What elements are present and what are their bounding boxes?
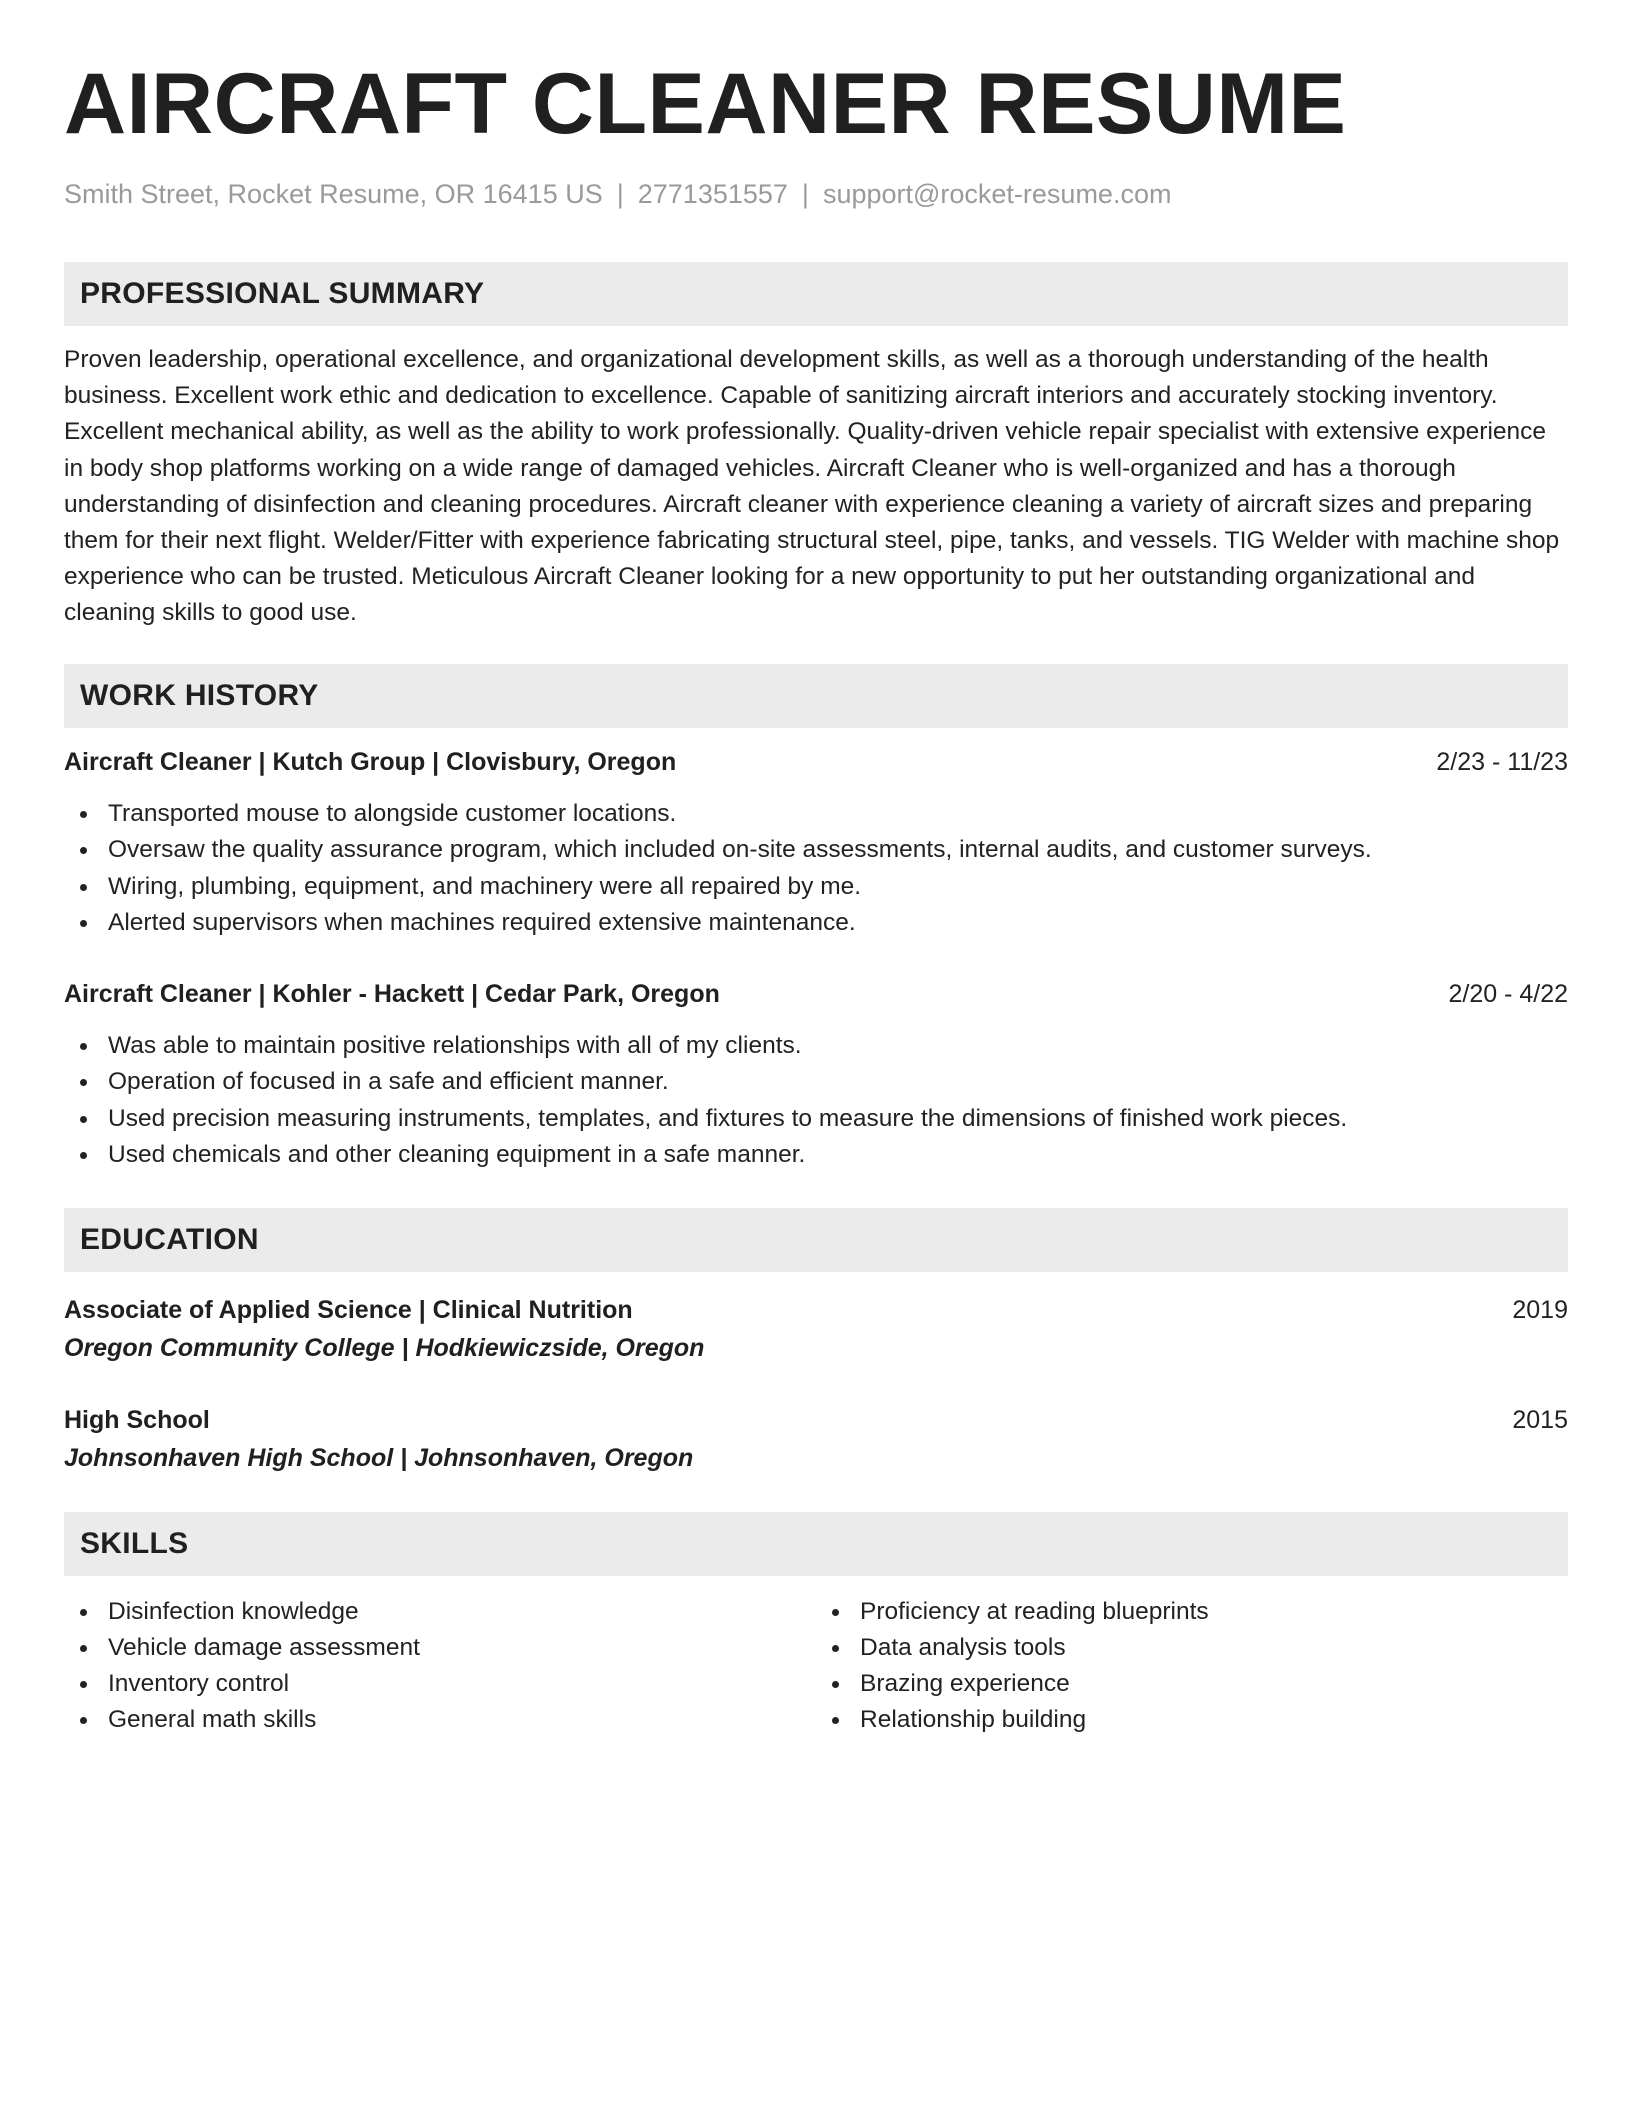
job-bullet: Was able to maintain positive relationships with all of my clients. [64,1028,1568,1065]
contact-email: support@rocket-resume.com [822,179,1172,209]
job-bullet: Used chemicals and other cleaning equipment in a safe manner. [64,1137,1568,1174]
education-school: Johnsonhaven High School | Johnsonhaven, Oregon [64,1443,694,1472]
education-degree: Associate of Applied Science | Clinical Nutrition [64,1295,633,1324]
section-heading-summary: PROFESSIONAL SUMMARY [64,262,1568,326]
job-title: Aircraft Cleaner | Kohler - Hackett | Cedar Park, Oregon [64,979,720,1008]
contact-phone: 2771351557 [637,179,788,209]
job-title: Aircraft Cleaner | Kutch Group | Clovisbury, Oregon [64,747,677,776]
education-year: 2019 [1512,1295,1568,1324]
section-heading-skills: SKILLS [64,1512,1568,1576]
skill-item: General math skills [64,1702,816,1738]
education-school: Oregon Community College | Hodkiewiczside, Oregon [64,1333,705,1362]
skill-item: Relationship building [816,1702,1568,1738]
job-bullets [64,1028,1568,1174]
skill-item: Brazing experience [816,1666,1568,1702]
job-bullet: Oversaw the quality assurance program, which included on-site assessments, internal audits, and customer surveys. [64,832,1568,869]
job-bullet: Transported mouse to alongside customer locations. [64,796,1568,833]
section-heading-education: EDUCATION [64,1208,1568,1272]
job-entry [64,744,1568,942]
contact-separator: | [616,179,624,209]
resume-title: AIRCRAFT CLEANER RESUME [64,56,1347,152]
job-dates: 2/20 - 4/22 [1448,979,1568,1008]
job-bullet: Used precision measuring instruments, templates, and fixtures to measure the dimensions of finished work pieces. [64,1101,1568,1138]
job-bullet: Alerted supervisors when machines required extensive maintenance. [64,905,1568,942]
skills-column-left [64,1594,816,1738]
skill-item: Inventory control [64,1666,816,1702]
skills-column-right [816,1594,1568,1738]
job-header [64,744,1568,780]
job-bullet: Operation of focused in a safe and efficient manner. [64,1064,1568,1101]
skills-list [64,1594,1568,1738]
job-dates: 2/23 - 11/23 [1436,747,1568,776]
education-year: 2015 [1512,1405,1568,1434]
skill-item: Proficiency at reading blueprints [816,1594,1568,1630]
job-header [64,976,1568,1012]
contact-address: Smith Street, Rocket Resume, OR 16415 US [64,179,603,209]
job-bullet: Wiring, plumbing, equipment, and machinery were all repaired by me. [64,869,1568,906]
job-bullets [64,796,1568,942]
skill-item: Disinfection knowledge [64,1594,816,1630]
summary-paragraph: Proven leadership, operational excellence, and organizational development skills, as well as a thorough understanding of the health business. Excellent work ethic and dedication to excellence. Capable of sanitizing aircraft interiors and accurately stocking inventory. Excellent mechanical ability, as well as the ability to work professionally. Quality-driven vehicle repair specialist with extensive experience in body shop platforms working on a wide range of damaged vehicles. Aircraft Cleaner who is well-organized and has a thorough understanding of disinfection and cleaning procedures. Aircraft cleaner with experience cleaning a variety of aircraft sizes and preparing them for their next flight. Welder/Fitter with experience fabricating structural steel, pipe, tanks, and vessels. TIG Welder with machine shop experience who can be trusted. Meticulous Aircraft Cleaner looking for a new opportunity to put her outstanding organizational and cleaning skills to good use. [64,346,1560,627]
education-header [64,1402,1568,1438]
skill-item: Data analysis tools [816,1630,1568,1666]
job-entry [64,976,1568,1174]
section-heading-work-history: WORK HISTORY [64,664,1568,728]
education-degree: High School [64,1405,210,1434]
education-entry [64,1292,1568,1366]
contact-line [64,176,1568,212]
contact-separator: | [801,179,809,209]
education-header [64,1292,1568,1328]
education-entry [64,1402,1568,1476]
skill-item: Vehicle damage assessment [64,1630,816,1666]
